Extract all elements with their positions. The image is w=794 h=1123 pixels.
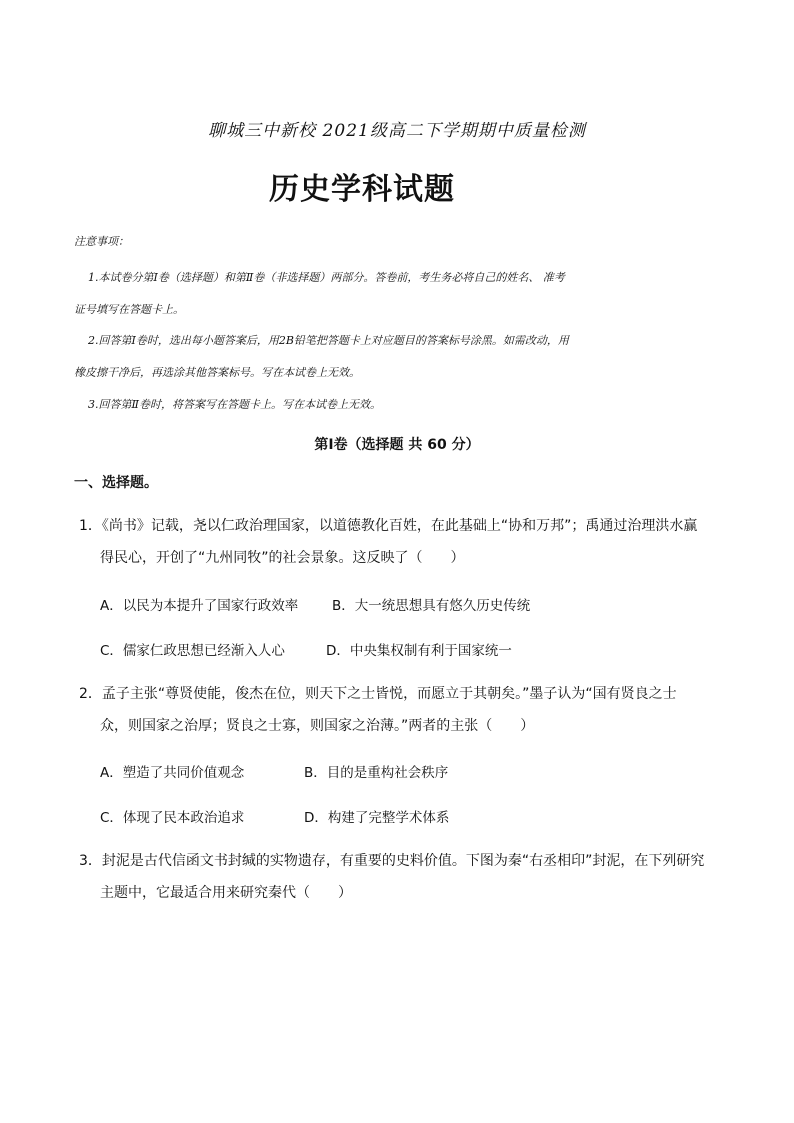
question-1-line-1: 1．《尚书》记载，尧以仁政治理国家，以道德教化百姓，在此基础上“协和万邦”；禹通过治理洪水赢 bbox=[79, 518, 698, 534]
part-title: 一、选择题。 bbox=[74, 475, 158, 491]
note-line: 3.回答第Ⅱ卷时，将答案写在答题卡上。写在本试卷上无效。 bbox=[88, 398, 381, 411]
school-exam-title: 聊城三中新校 2021级高二下学期期中质量检测 bbox=[208, 121, 586, 141]
note-item-2 bbox=[74, 325, 714, 389]
note-line: 橡皮擦干净后，再选涂其他答案标号。写在本试卷上无效。 bbox=[74, 366, 360, 379]
question-2-line-1: 2．孟子主张“尊贤使能，俊杰在位，则天下之士皆悦，而愿立于其朝矣。”墨子认为“国有贤良之士 bbox=[79, 686, 677, 702]
question-2-option-a: A．塑造了共同价值观念 bbox=[100, 765, 245, 781]
note-line: 证号填写在答题卡上。 bbox=[74, 303, 184, 316]
note-line: 1.本试卷分第Ⅰ卷（选择题）和第Ⅱ卷（非选择题）两部分。答卷前，考生务必将自己的姓名、 准考 bbox=[88, 271, 565, 284]
question-2-line-2: 众，则国家之治厚；贤良之士寡，则国家之治薄。”两者的主张（ ） bbox=[100, 718, 535, 734]
subject-title: 历史学科试题 bbox=[269, 172, 455, 207]
question-2-option-c: C．体现了民本政治追求 bbox=[100, 810, 245, 826]
question-2-option-b: B．目的是重构社会秩序 bbox=[304, 765, 449, 781]
question-3-line-1: 3．封泥是古代信函文书封缄的实物遗存，有重要的史料价值。下图为秦“右丞相印”封泥，在下列研究 bbox=[79, 853, 705, 869]
notes-heading: 注意事项： bbox=[74, 235, 129, 248]
question-1-option-a: A．以民为本提升了国家行政效率 bbox=[100, 598, 299, 614]
section-title: 第Ⅰ卷（选择题 共 60 分） bbox=[314, 437, 480, 453]
note-item-1 bbox=[74, 262, 714, 326]
question-1-line-2: 得民心，开创了“九州同牧”的社会景象。这反映了（ ） bbox=[100, 550, 465, 566]
note-item-3 bbox=[74, 389, 714, 421]
question-2-option-d: D．构建了完整学术体系 bbox=[304, 810, 450, 826]
question-1-option-d: D．中央集权制有利于国家统一 bbox=[326, 643, 512, 659]
question-3-line-2: 主题中，它最适合用来研究秦代（ ） bbox=[100, 885, 352, 901]
question-1-option-c: C．儒家仁政思想已经渐入人心 bbox=[100, 643, 285, 659]
question-1-option-b: B．大一统思想具有悠久历史传统 bbox=[332, 598, 531, 614]
note-line: 2.回答第Ⅰ卷时，选出每小题答案后，用2B铅笔把答题卡上对应题目的答案标号涂黑。如需改动，用 bbox=[88, 334, 569, 347]
